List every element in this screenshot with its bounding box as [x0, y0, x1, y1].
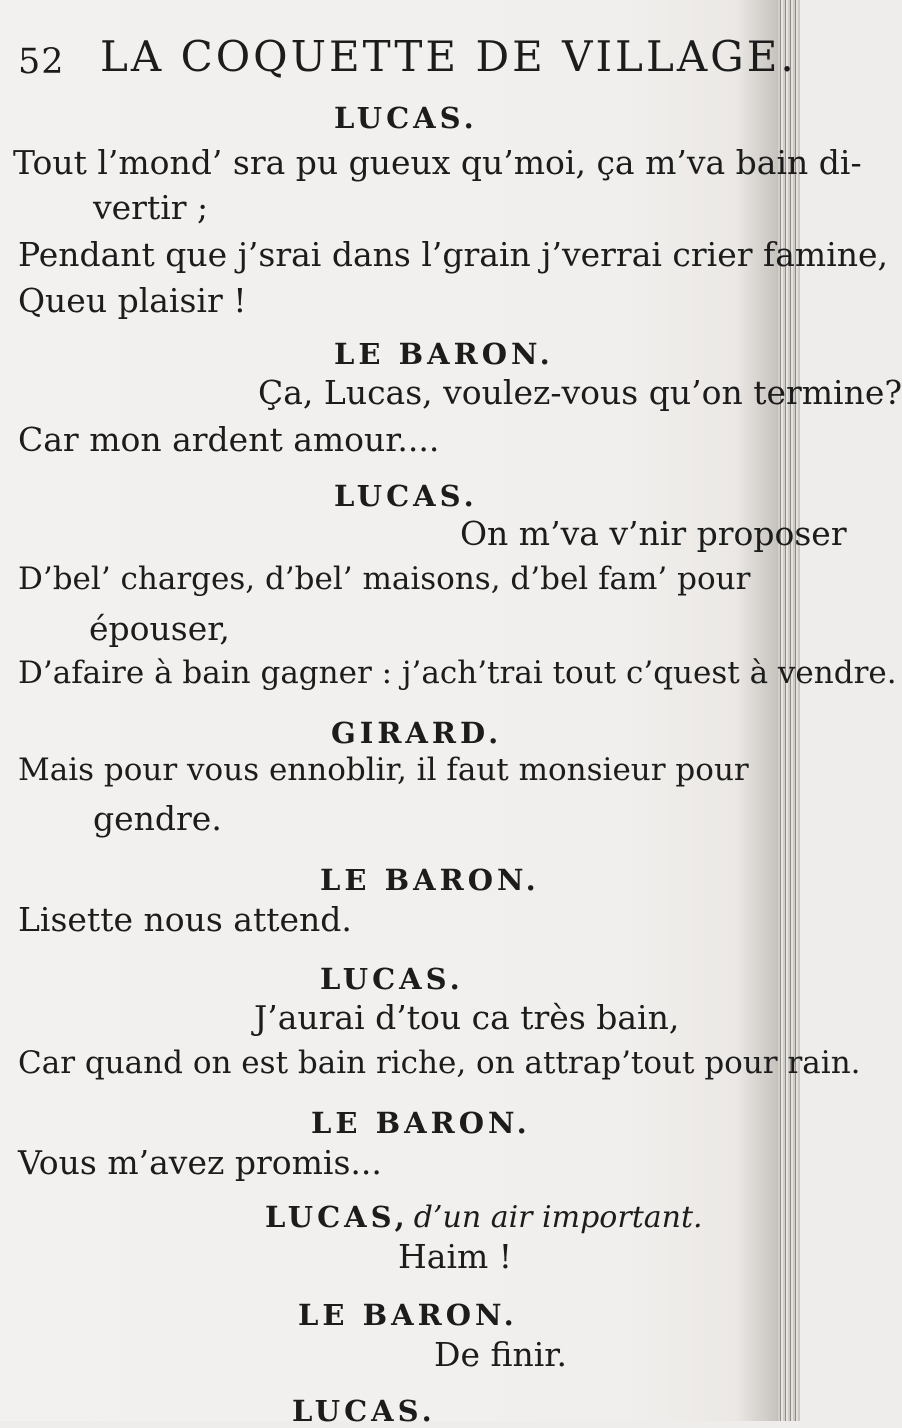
verse-line-2: vertir ;: [93, 188, 209, 227]
verse-line-8: D’bel’ charges, d’bel’ maisons, d’bel fam’ pour: [18, 561, 751, 597]
verse-line-13: Lisette nous attend.: [18, 900, 352, 939]
verse-line-15: Car quand on est bain riche, on attrap’tout pour rain.: [18, 1045, 861, 1081]
verse-line-3: Pendant que j’srai dans l’grain j’verrai crier famine,: [18, 235, 889, 274]
verse-line-11: Mais pour vous ennoblir, il faut monsieur pour: [18, 752, 749, 788]
speaker-girard: GIRARD.: [331, 716, 503, 750]
stage-direction: d’un air important.: [413, 1200, 703, 1235]
verse-line-18: De finir.: [434, 1335, 567, 1374]
speaker-lucas-with-direction: [265, 1200, 703, 1235]
page-number: 52: [18, 42, 65, 82]
speaker-baron-3: LE BARON.: [311, 1106, 531, 1140]
verse-line-1: Tout l’mond’ sra pu gueux qu’moi, ça m’va bain di-: [13, 143, 862, 182]
verse-line-12: gendre.: [93, 799, 222, 838]
verse-line-14: J’aurai d’tou ca très bain,: [254, 998, 680, 1037]
verse-line-17: Haim !: [398, 1237, 513, 1276]
verse-line-5: Ça, Lucas, voulez-vous qu’on termine?: [258, 373, 902, 412]
speaker-lucas-3: LUCAS.: [320, 962, 464, 996]
page-header: [18, 28, 797, 90]
page-edge: [778, 0, 800, 1421]
verse-line-10: D’afaire à bain gagner : j’ach’trai tout c’quest à vendre.: [18, 655, 897, 691]
speaker-lucas-4: LUCAS,: [265, 1200, 409, 1234]
speaker-lucas-5: LUCAS.: [292, 1394, 436, 1428]
verse-line-6: Car mon ardent amour....: [18, 420, 440, 459]
speaker-baron-2: LE BARON.: [320, 863, 540, 897]
speaker-lucas-1: LUCAS.: [334, 101, 478, 135]
speaker-baron-4: LE BARON.: [298, 1298, 518, 1332]
running-title: LA COQUETTE DE VILLAGE.: [100, 32, 797, 81]
verse-line-16: Vous m’avez promis...: [18, 1143, 382, 1182]
verse-line-4: Queu plaisir !: [18, 281, 247, 320]
verse-line-9: épouser,: [89, 609, 230, 648]
speaker-lucas-2: LUCAS.: [334, 479, 478, 513]
speaker-baron-1: LE BARON.: [334, 337, 554, 371]
verse-line-7: On m’va v’nir proposer: [460, 514, 847, 553]
